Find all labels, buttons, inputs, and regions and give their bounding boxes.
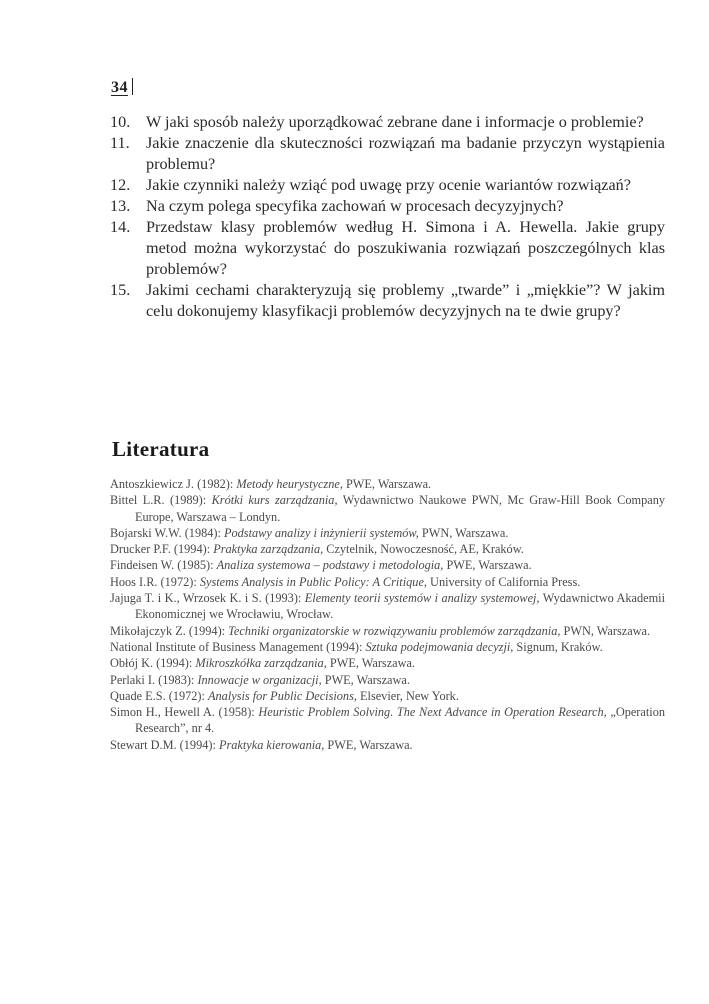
- reference-authors: Hoos I.R. (1972):: [110, 574, 200, 589]
- reference-item: [110, 525, 665, 541]
- reference-title: Praktyka zarządzania,: [213, 542, 324, 557]
- reference-title: Praktyka kierowania,: [218, 737, 325, 752]
- question-item: [110, 133, 665, 175]
- reference-publisher: PWE, Warszawa.: [342, 477, 432, 491]
- reference-publisher: Czytelnik, Nowoczesność, AE, Kraków.: [323, 542, 524, 557]
- reference-publisher: University of California Press.: [426, 574, 581, 589]
- reference-authors: Drucker P.F. (1994):: [110, 542, 214, 557]
- reference-item: [110, 737, 665, 753]
- question-text: Na czym polega specyfika zachowań w procesach decyzyjnych?: [146, 197, 564, 215]
- reference-publisher: PWE, Warszawa.: [321, 672, 410, 687]
- reference-title: Innowacje w organizacji,: [197, 672, 322, 687]
- page-number-value: 34: [111, 79, 128, 96]
- reference-title: Sztuka podejmowania decyzji,: [365, 639, 514, 654]
- reference-item: [110, 704, 665, 737]
- question-text: Jakie znaczenie dla skuteczności rozwiązań ma badanie przyczyn wystąpienia problemu?: [146, 134, 665, 173]
- reference-title: Metody heurystyczne,: [236, 477, 343, 491]
- question-text: W jaki sposób należy uporządkować zebrane dane i informacje o problemie?: [146, 113, 644, 131]
- reference-item: [110, 590, 665, 623]
- reference-authors: Obłój K. (1994):: [110, 656, 196, 671]
- question-text: Przedstaw klasy problemów według H. Simona i A. Hewella. Jakie grupy metod można wykorzystać do poszukiwania rozwiązań poszczególnych klas problemów?: [146, 218, 665, 278]
- question-text: Jakimi cechami charakteryzują się problemy „twarde” i „miękkie”? W jakim celu dokonujemy klasyfikacji problemów decyzyjnych na te dwie grupy?: [146, 281, 665, 320]
- reference-publisher: PWN, Warszawa.: [418, 525, 509, 540]
- reference-title: Mikroszkółka zarządzania,: [195, 656, 327, 671]
- reference-title: Analiza systemowa – podstawy i metodologia,: [216, 558, 444, 573]
- reference-item: [110, 574, 665, 590]
- question-number: 13.: [110, 197, 131, 215]
- reference-title: Analysis for Public Decisions,: [208, 688, 357, 703]
- reference-publisher: Signum, Kraków.: [513, 639, 603, 654]
- reference-title: Podstawy analizy i inżynierii systemów,: [223, 525, 419, 540]
- question-item: [110, 217, 665, 280]
- reference-item: [110, 672, 665, 688]
- question-item: [110, 112, 665, 133]
- reference-authors: Jajuga T. i K., Wrzosek K. i S. (1993):: [110, 591, 305, 606]
- reference-title: Systems Analysis in Public Policy: A Critique,: [199, 574, 427, 589]
- question-text: Jakie czynniki należy wziąć pod uwagę przy ocenie wariantów rozwiązań?: [146, 176, 631, 194]
- reference-item: [110, 557, 665, 573]
- reference-authors: Bojarski W.W. (1984):: [110, 525, 224, 540]
- reference-item: [110, 476, 665, 492]
- reference-publisher: Wydawnictwo Naukowe PWN, Mc Graw-Hill Book Company Europe, Warszawa – Londyn.: [135, 493, 665, 524]
- reference-authors: Bittel L.R. (1989):: [110, 493, 212, 508]
- literature-heading: Literatura: [112, 437, 210, 461]
- question-number: 11.: [110, 134, 130, 152]
- reference-publisher: PWE, Warszawa.: [443, 558, 532, 573]
- reference-publisher: PWE, Warszawa.: [326, 656, 416, 671]
- question-item: [110, 280, 665, 322]
- reference-authors: Simon H., Hewell A. (1958):: [110, 705, 259, 720]
- reference-item: [110, 492, 665, 525]
- question-item: [110, 196, 665, 217]
- reference-authors: Findeisen W. (1985):: [110, 558, 217, 573]
- reference-title: Techniki organizatorskie w rozwiązywaniu problemów zarządzania,: [228, 623, 561, 638]
- question-number: 15.: [110, 281, 131, 299]
- question-number: 10.: [110, 113, 131, 131]
- reference-title: Heuristic Problem Solving. The Next Advance in Operation Research,: [258, 705, 607, 720]
- reference-title: Krótki kurs zarządzania,: [211, 493, 338, 508]
- page-number-rule: [132, 78, 133, 95]
- reference-authors: Stewart D.M. (1994):: [110, 737, 219, 752]
- page-number: [111, 78, 133, 97]
- reference-publisher: „Operation Research”, nr 4.: [135, 705, 665, 736]
- question-item: [110, 175, 665, 196]
- reference-publisher: Elsevier, New York.: [356, 688, 459, 703]
- reference-authors: National Institute of Business Management (1994):: [110, 639, 366, 654]
- reference-item: [110, 541, 665, 557]
- reference-authors: Quade E.S. (1972):: [110, 688, 209, 703]
- question-list: [110, 112, 665, 322]
- reference-publisher: PWN, Warszawa.: [560, 623, 651, 638]
- reference-title: Elementy teorii systemów i analizy systemowej,: [304, 591, 540, 606]
- reference-publisher: PWE, Warszawa.: [324, 737, 413, 752]
- reference-authors: Antoszkiewicz J. (1982):: [110, 477, 237, 491]
- reference-item: [110, 623, 665, 639]
- reference-authors: Mikołajczyk Z. (1994):: [110, 623, 229, 638]
- question-number: 14.: [110, 218, 131, 236]
- reference-item: [110, 639, 665, 655]
- question-number: 12.: [110, 176, 131, 194]
- reference-publisher: Wydawnictwo Akademii Ekonomicznej we Wrocławiu, Wrocław.: [135, 591, 665, 622]
- reference-authors: Perlaki I. (1983):: [110, 672, 198, 687]
- reference-item: [110, 688, 665, 704]
- reference-item: [110, 655, 665, 671]
- reference-list: [110, 476, 665, 753]
